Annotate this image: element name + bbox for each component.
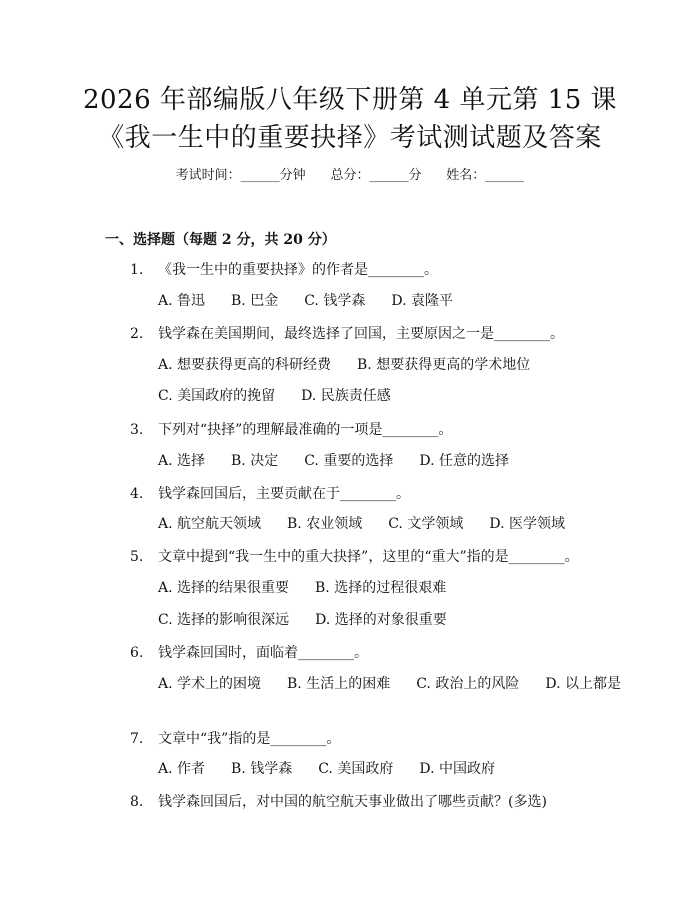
option-c[interactable]: C. 美国政府 xyxy=(318,761,394,777)
option-b[interactable]: B. 生活上的困难 xyxy=(287,676,391,692)
option-a[interactable]: A. 选择 xyxy=(158,453,206,469)
question-8 xyxy=(130,792,547,812)
question-number: 7. xyxy=(130,731,144,747)
exam-time-field: 考试时间：______分钟 xyxy=(175,168,306,183)
option-a[interactable]: A. 鲁迅 xyxy=(158,293,206,309)
question-6 xyxy=(130,643,368,663)
question-number: 8. xyxy=(130,794,144,810)
option-d[interactable]: D. 以上都是 xyxy=(545,676,621,692)
total-score-field: 总分：______分 xyxy=(330,168,422,183)
option-b[interactable]: B. 钱学森 xyxy=(231,761,293,777)
option-d[interactable]: D. 袁隆平 xyxy=(391,293,453,309)
option-d[interactable]: D. 中国政府 xyxy=(419,761,495,777)
question-5-options-row2 xyxy=(158,610,447,630)
exam-meta xyxy=(0,166,700,186)
question-text: 钱学森在美国期间，最终选择了回国，主要原因之一是________。 xyxy=(158,326,564,342)
question-4 xyxy=(130,484,410,504)
section-heading: 一、选择题（每题 2 分，共 20 分） xyxy=(105,232,336,248)
question-1-options xyxy=(158,291,453,311)
question-7 xyxy=(130,729,340,749)
question-number: 4. xyxy=(130,486,144,502)
option-b[interactable]: B. 选择的过程很艰难 xyxy=(315,580,447,596)
question-text: 钱学森回国时，面临着________。 xyxy=(158,645,368,661)
option-c[interactable]: C. 美国政府的挽留 xyxy=(158,388,276,404)
question-1 xyxy=(130,260,438,280)
question-number: 3. xyxy=(130,422,144,438)
option-a[interactable]: A. 航空航天领域 xyxy=(158,516,262,532)
question-7-options xyxy=(158,759,495,779)
option-d[interactable]: D. 民族责任感 xyxy=(301,388,391,404)
option-a[interactable]: A. 选择的结果很重要 xyxy=(158,580,290,596)
option-a[interactable]: A. 作者 xyxy=(158,761,206,777)
option-c[interactable]: C. 重要的选择 xyxy=(304,453,394,469)
question-text: 《我一生中的重要抉择》的作者是________。 xyxy=(158,262,438,278)
question-number: 1. xyxy=(130,262,144,278)
question-5 xyxy=(130,547,579,567)
question-6-options xyxy=(158,674,621,694)
option-d[interactable]: D. 选择的对象很重要 xyxy=(315,612,447,628)
question-2 xyxy=(130,324,564,344)
option-c[interactable]: C. 政治上的风险 xyxy=(416,676,520,692)
title-line-2: 《我一生中的重要抉择》考试测试题及答案 xyxy=(98,123,602,153)
question-text: 文章中提到“我一生中的重大抉择”，这里的“重大”指的是________。 xyxy=(158,549,579,565)
question-text: 下列对“抉择”的理解最准确的一项是________。 xyxy=(158,422,453,438)
question-2-options-row1 xyxy=(158,355,530,375)
name-field: 姓名：______ xyxy=(446,168,525,183)
option-a[interactable]: A. 学术上的困境 xyxy=(158,676,262,692)
option-c[interactable]: C. 选择的影响很深远 xyxy=(158,612,290,628)
option-d[interactable]: D. 医学领域 xyxy=(489,516,565,532)
question-text: 钱学森回国后，对中国的航空航天事业做出了哪些贡献？(多选) xyxy=(158,794,547,810)
option-c[interactable]: C. 钱学森 xyxy=(304,293,366,309)
option-b[interactable]: B. 巴金 xyxy=(231,293,279,309)
question-text: 钱学森回国后，主要贡献在于________。 xyxy=(158,486,410,502)
option-b[interactable]: B. 想要获得更高的学术地位 xyxy=(357,357,531,373)
option-a[interactable]: A. 想要获得更高的科研经费 xyxy=(158,357,332,373)
option-d[interactable]: D. 任意的选择 xyxy=(419,453,509,469)
question-3-options xyxy=(158,451,509,471)
question-5-options-row1 xyxy=(158,578,446,598)
option-b[interactable]: B. 农业领域 xyxy=(287,516,363,532)
option-c[interactable]: C. 文学领域 xyxy=(388,516,464,532)
question-number: 6. xyxy=(130,645,144,661)
question-number: 5. xyxy=(130,549,144,565)
question-number: 2. xyxy=(130,326,144,342)
question-4-options xyxy=(158,514,565,534)
title-line-1: 2026 年部编版八年级下册第 4 单元第 15 课 xyxy=(82,85,618,115)
question-text: 文章中“我”指的是________。 xyxy=(158,731,341,747)
option-b[interactable]: B. 决定 xyxy=(231,453,279,469)
question-2-options-row2 xyxy=(158,386,391,406)
question-3 xyxy=(130,420,452,440)
